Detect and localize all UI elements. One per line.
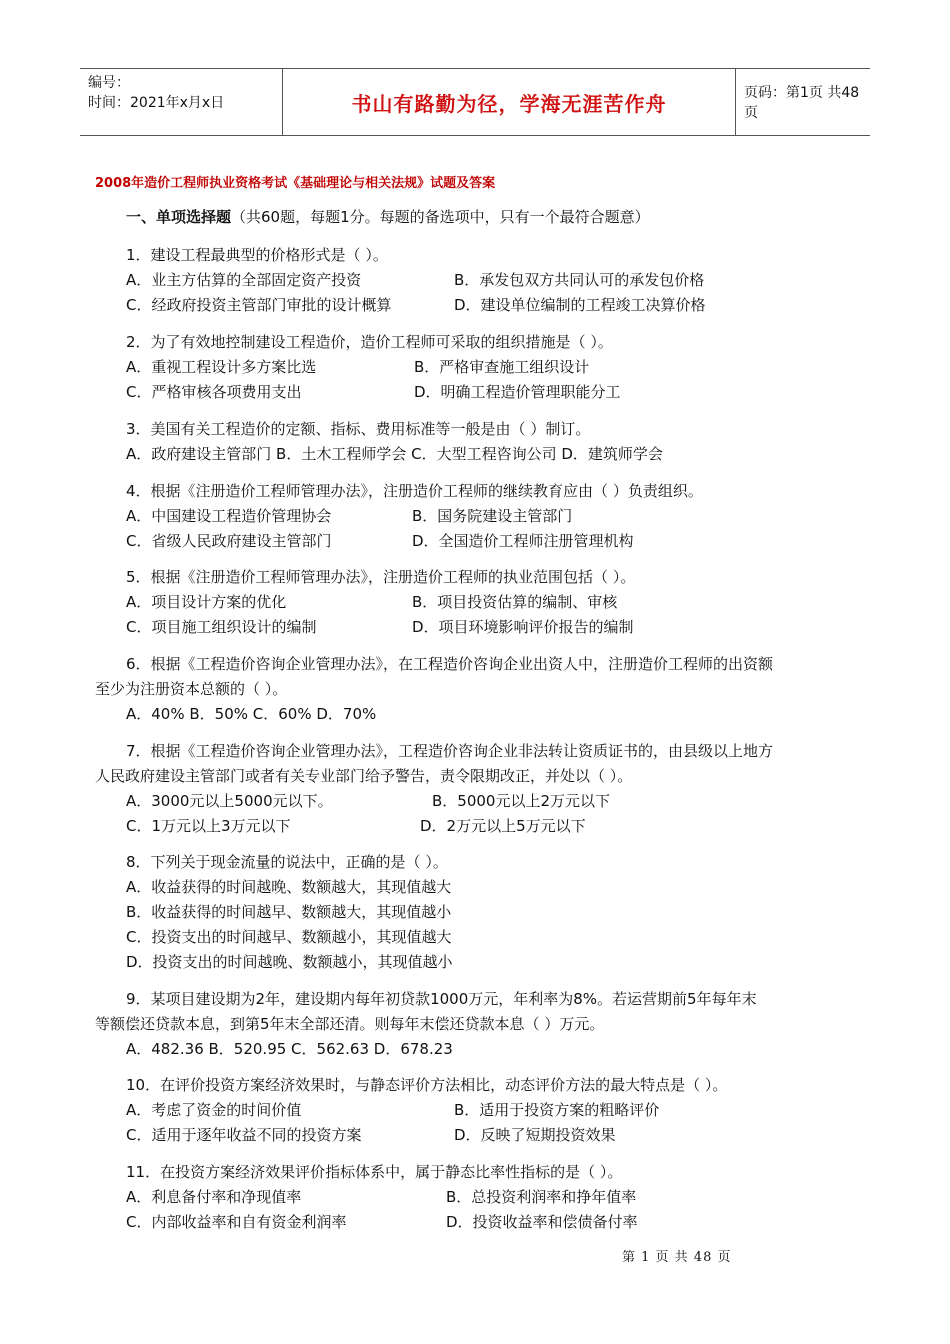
option-text: B．总投资利润率和挣年值率 bbox=[446, 1188, 637, 1206]
option-text: A．考虑了资金的时间价值 bbox=[126, 1101, 302, 1119]
question-stem: 4．根据《注册造价工程师管理办法》，注册造价工程师的继续教育应由（ ）负责组织。 bbox=[126, 482, 703, 500]
header-time-label: 时间：2021年x月x日 bbox=[88, 95, 225, 111]
question-stem: 5．根据《注册造价工程师管理办法》，注册造价工程师的执业范围包括（ ）。 bbox=[126, 568, 636, 586]
question-stem-continued: 等额偿还贷款本息，到第5年末全部还清。则每年末偿还贷款本息（ ）万元。 bbox=[95, 1015, 605, 1033]
question-stem: 3．美国有关工程造价的定额、指标、费用标准等一般是由（ ）制订。 bbox=[126, 420, 591, 438]
question-stem: 10．在评价投资方案经济效果时，与静态评价方法相比，动态评价方法的最大特点是（ ）。 bbox=[126, 1076, 728, 1094]
option-text: C．严格审核各项费用支出 bbox=[126, 383, 302, 401]
option-text: C．1万元以上3万元以下 bbox=[126, 817, 291, 835]
option-text: B．承发包双方共同认可的承发包价格 bbox=[454, 271, 705, 289]
header-meta bbox=[80, 69, 282, 135]
option-text: C．省级人民政府建设主管部门 bbox=[126, 532, 332, 550]
header-page-info: 页码：第1页 共48页 bbox=[744, 85, 860, 121]
page-header bbox=[80, 68, 870, 136]
option-text: B．5000元以上2万元以下 bbox=[432, 792, 611, 810]
option-text: D．反映了短期投资效果 bbox=[454, 1126, 616, 1144]
option-text: D．2万元以上5万元以下 bbox=[420, 817, 586, 835]
option-text: C．项目施工组织设计的编制 bbox=[126, 618, 317, 636]
header-motto: 书山有路勤为径，学海无涯苦作舟 bbox=[282, 69, 736, 135]
option-text: A．利息备付率和净现值率 bbox=[126, 1188, 302, 1206]
option-text: D．全国造价工程师注册管理机构 bbox=[412, 532, 634, 550]
option-text: A．重视工程设计多方案比选 bbox=[126, 358, 317, 376]
option-text: B．收益获得的时间越早、数额越大，其现值越小 bbox=[126, 903, 452, 921]
option-text: A．中国建设工程造价管理协会 bbox=[126, 507, 332, 525]
option-text: B．适用于投资方案的粗略评价 bbox=[454, 1101, 660, 1119]
question-stem: 8．下列关于现金流量的说法中，正确的是（ ）。 bbox=[126, 853, 448, 871]
option-text: A．项目设计方案的优化 bbox=[126, 593, 287, 611]
option-text: A．政府建设主管部门 B．土木工程师学会 C．大型工程咨询公司 D．建筑师学会 bbox=[126, 445, 663, 463]
option-text: C．内部收益率和自有资金利润率 bbox=[126, 1213, 347, 1231]
question-stem: 1．建设工程最典型的价格形式是（ ）。 bbox=[126, 246, 388, 264]
option-text: D．明确工程造价管理职能分工 bbox=[414, 383, 621, 401]
option-text: C．适用于逐年收益不同的投资方案 bbox=[126, 1126, 362, 1144]
section-note: （共60题，每题1分。每题的备选项中，只有一个最符合题意） bbox=[231, 208, 650, 226]
option-text: B．国务院建设主管部门 bbox=[412, 507, 573, 525]
question-stem: 2．为了有效地控制建设工程造价，造价工程师可采取的组织措施是（ ）。 bbox=[126, 333, 613, 351]
option-text: C．经政府投资主管部门审批的设计概算 bbox=[126, 296, 392, 314]
option-text: A．482.36 B．520.95 C．562.63 D．678.23 bbox=[126, 1040, 453, 1058]
question-stem-continued: 人民政府建设主管部门或者有关专业部门给予警告，责令限期改正，并处以（ ）。 bbox=[95, 767, 633, 785]
option-text: A．收益获得的时间越晚、数额越大，其现值越大 bbox=[126, 878, 452, 896]
option-text: B．严格审查施工组织设计 bbox=[414, 358, 590, 376]
section-heading: 一、单项选择题 bbox=[126, 208, 232, 226]
document-title: 2008年造价工程师执业资格考试《基础理论与相关法规》试题及答案 bbox=[95, 176, 496, 191]
question-stem: 6．根据《工程造价咨询企业管理办法》，在工程造价咨询企业出资人中，注册造价工程师的出资额 bbox=[126, 655, 774, 673]
option-text: D．项目环境影响评价报告的编制 bbox=[412, 618, 634, 636]
option-text: D．投资支出的时间越晚、数额越小，其现值越小 bbox=[126, 953, 453, 971]
option-text: C．投资支出的时间越早、数额越小，其现值越大 bbox=[126, 928, 452, 946]
option-text: A．40% B．50% C．60% D．70% bbox=[126, 705, 377, 723]
question-stem: 7．根据《工程造价咨询企业管理办法》，工程造价咨询企业非法转让资质证书的，由县级以上地方 bbox=[126, 742, 774, 760]
page-footer: 第 1 页 共 48 页 bbox=[622, 1250, 732, 1265]
option-text: B．项目投资估算的编制、审核 bbox=[412, 593, 618, 611]
question-stem: 11．在投资方案经济效果评价指标体系中，属于静态比率性指标的是（ ）。 bbox=[126, 1163, 623, 1181]
option-text: A．3000元以上5000元以下。 bbox=[126, 792, 333, 810]
header-number-label: 编号： bbox=[88, 75, 130, 91]
option-text: D．投资收益率和偿债备付率 bbox=[446, 1213, 638, 1231]
option-text: D．建设单位编制的工程竣工决算价格 bbox=[454, 296, 706, 314]
question-stem-continued: 至少为注册资本总额的（ ）。 bbox=[95, 680, 288, 698]
question-stem: 9．某项目建设期为2年，建设期内每年初贷款1000万元，年利率为8%。若运营期前5年每年末 bbox=[126, 990, 757, 1008]
section-heading-line bbox=[126, 206, 650, 227]
option-text: A．业主方估算的全部固定资产投资 bbox=[126, 271, 362, 289]
